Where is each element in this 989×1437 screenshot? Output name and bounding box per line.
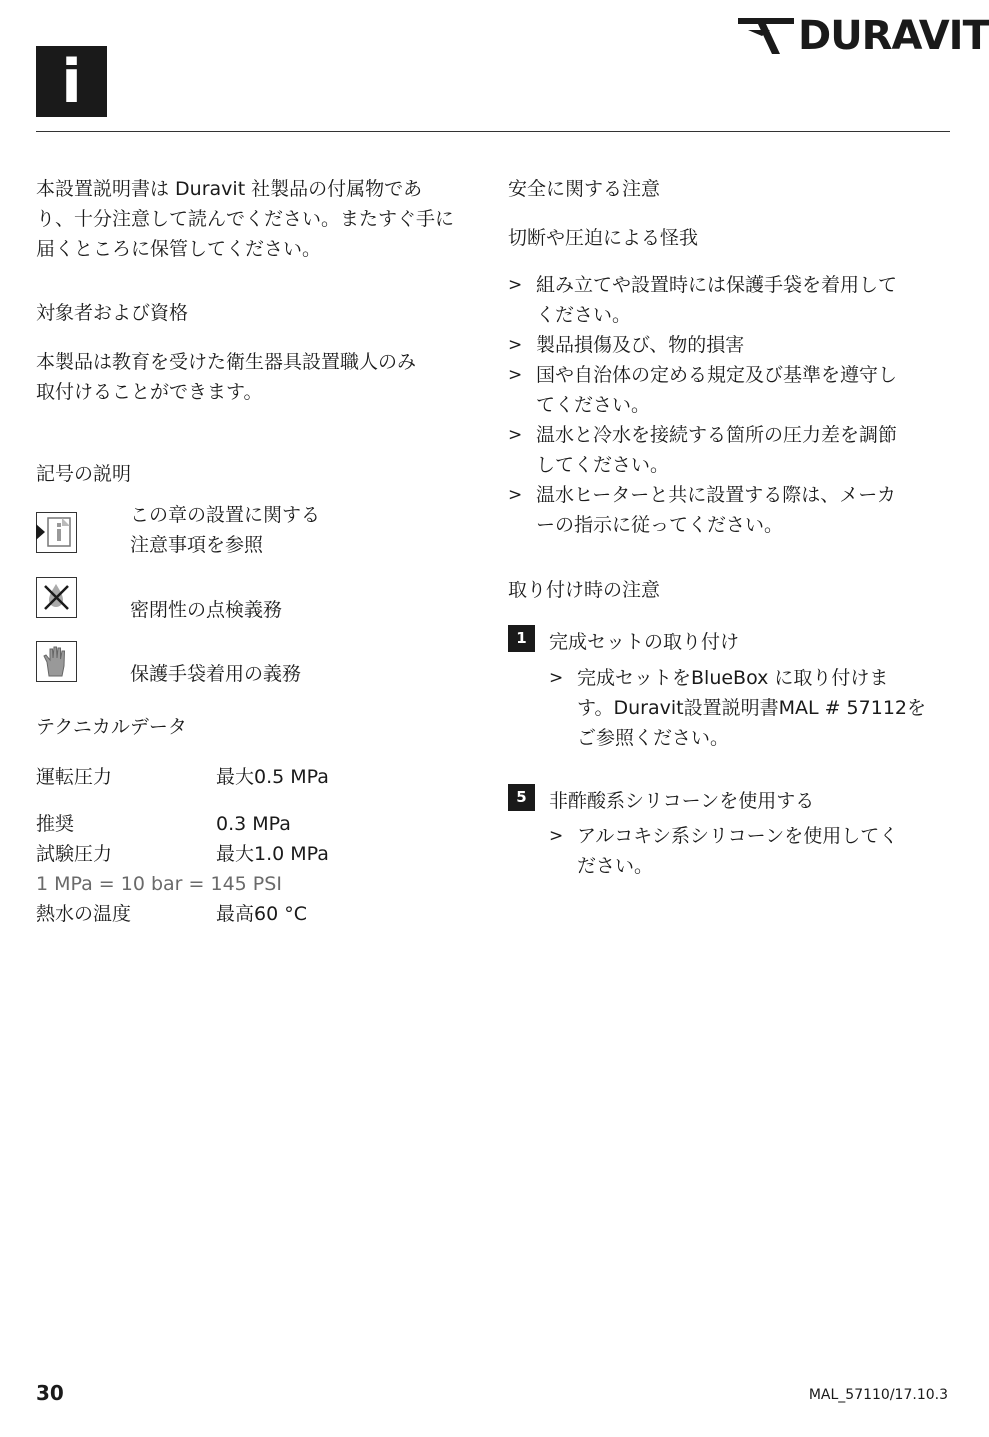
logo-mark-icon bbox=[736, 14, 798, 58]
tech-value: 最大1.0 MPa bbox=[216, 843, 329, 865]
symbol-line: この章の設置に関する bbox=[130, 504, 321, 526]
document-code: MAL_57110/17.10.3 bbox=[808, 1387, 948, 1403]
glove-icon bbox=[36, 641, 77, 682]
logo-text: DURAVIT bbox=[798, 13, 989, 59]
info-box bbox=[36, 46, 107, 117]
page-number: 30 bbox=[36, 1381, 64, 1405]
bullet-line: ください。 bbox=[536, 304, 632, 326]
tech-value: 最大0.5 MPa bbox=[216, 766, 329, 788]
detail-line: す。Duravit設置説明書MAL # 57112を bbox=[577, 697, 926, 719]
step-detail bbox=[549, 821, 949, 881]
list-item bbox=[508, 480, 948, 540]
technical-heading: テクニカルデータ bbox=[36, 716, 187, 738]
safety-subheading: 切断や圧迫による怪我 bbox=[508, 227, 699, 249]
bullet-marker: > bbox=[549, 668, 564, 688]
detail-line: ださい。 bbox=[577, 855, 654, 877]
symbols-heading: 記号の説明 bbox=[36, 463, 132, 485]
bullet-line: してください。 bbox=[536, 454, 670, 476]
list-item bbox=[508, 420, 948, 480]
intro-line: 本設置説明書は Duravit 社製品の付属物であ bbox=[36, 178, 423, 200]
duravit-logo bbox=[736, 12, 989, 60]
bullet-line: 組み立てや設置時には保護手袋を着用して bbox=[536, 274, 898, 296]
safety-bullet-list bbox=[508, 270, 948, 540]
bullet-marker: > bbox=[508, 365, 523, 385]
symbol-line: 保護手袋着用の義務 bbox=[130, 663, 302, 685]
audience-line: 本製品は教育を受けた衛生器具設置職人のみ bbox=[36, 351, 417, 373]
tech-value: 0.3 MPa bbox=[216, 813, 291, 835]
step-title: 完成セットの取り付け bbox=[549, 631, 740, 653]
tech-label: 試験圧力 bbox=[36, 843, 113, 865]
detail-line: 完成セットをBlueBox に取り付けま bbox=[577, 667, 889, 689]
bullet-line: ーの指示に従ってください。 bbox=[536, 514, 784, 536]
intro-paragraph bbox=[36, 174, 466, 264]
audience-paragraph bbox=[36, 347, 466, 407]
step-number-badge: 1 bbox=[508, 625, 535, 652]
info-icon: i bbox=[61, 46, 82, 117]
tech-row bbox=[36, 899, 307, 929]
header-divider bbox=[36, 131, 950, 132]
bullet-marker: > bbox=[508, 275, 523, 295]
tech-row bbox=[36, 839, 329, 869]
intro-line: 届くところに保管してください。 bbox=[36, 238, 322, 260]
audience-line: 取付けることができます。 bbox=[36, 381, 263, 403]
info-reference-icon bbox=[36, 512, 77, 553]
list-item bbox=[508, 330, 948, 360]
bullet-line: てください。 bbox=[536, 394, 651, 416]
bullet-marker: > bbox=[508, 425, 523, 445]
safety-heading: 安全に関する注意 bbox=[508, 178, 661, 200]
tech-label: 推奨 bbox=[36, 813, 75, 835]
tech-value: 最高60 °C bbox=[216, 903, 307, 925]
detail-line: アルコキシ系シリコーンを使用してく bbox=[577, 825, 899, 847]
tech-row bbox=[36, 809, 291, 839]
bullet-line: 温水と冷水を接続する箇所の圧力差を調節 bbox=[536, 424, 898, 446]
leak-check-icon bbox=[36, 577, 77, 618]
installation-heading: 取り付け時の注意 bbox=[508, 579, 661, 601]
conversion-note: 1 MPa = 10 bar = 145 PSI bbox=[36, 873, 282, 895]
bullet-line: 国や自治体の定める規定及び基準を遵守し bbox=[536, 364, 898, 386]
intro-line: り、十分注意して読んでください。またすぐ手に bbox=[36, 208, 455, 230]
step-detail bbox=[549, 663, 949, 753]
tech-label: 熱水の温度 bbox=[36, 903, 132, 925]
detail-line: ご参照ください。 bbox=[577, 727, 730, 749]
symbol-line: 注意事項を参照 bbox=[130, 534, 264, 556]
symbol-description bbox=[130, 500, 320, 560]
list-item bbox=[508, 360, 948, 420]
bullet-marker: > bbox=[508, 335, 523, 355]
bullet-line: 温水ヒーターと共に設置する際は、メーカ bbox=[536, 484, 896, 506]
bullet-marker: > bbox=[549, 826, 564, 846]
bullet-marker: > bbox=[508, 485, 523, 505]
step-number-badge: 5 bbox=[508, 784, 535, 811]
step-title: 非酢酸系シリコーンを使用する bbox=[549, 790, 815, 812]
bullet-line: 製品損傷及び、物的損害 bbox=[536, 334, 745, 356]
tech-row bbox=[36, 762, 329, 792]
symbol-description bbox=[130, 595, 282, 625]
audience-heading: 対象者および資格 bbox=[36, 302, 189, 324]
list-item bbox=[508, 270, 948, 330]
symbol-line: 密閉性の点検義務 bbox=[130, 599, 283, 621]
symbol-description bbox=[130, 659, 301, 689]
tech-label: 運転圧力 bbox=[36, 766, 113, 788]
